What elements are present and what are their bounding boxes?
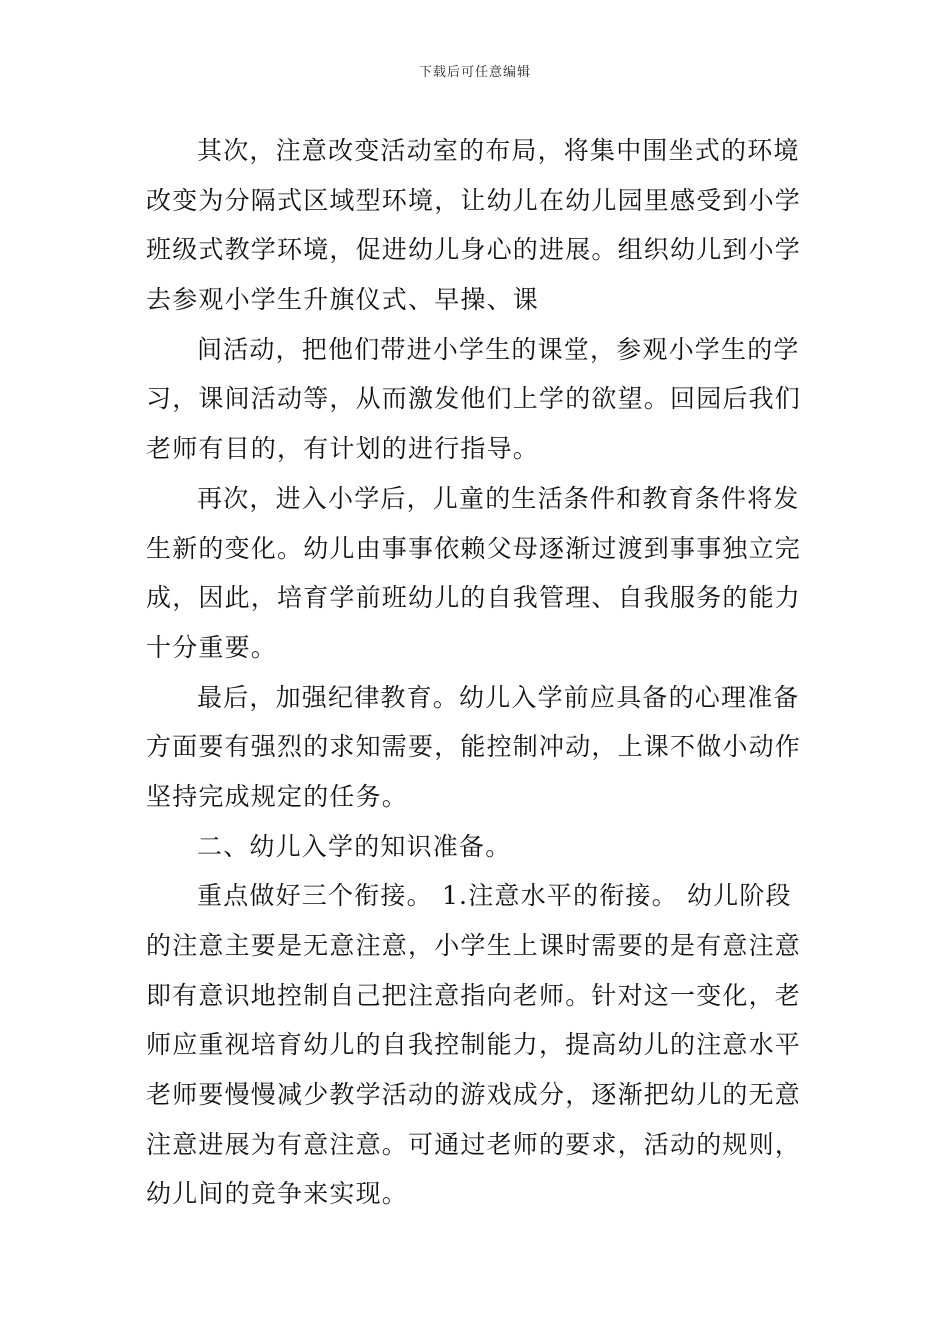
text-line: 老师要慢慢减少教学活动的游戏成分，逐渐把幼儿的无意 [146, 1080, 802, 1110]
page-header: 下载后可任意编辑 [418, 65, 531, 80]
text-line: 改变为分隔式区域型环境，让幼儿在幼儿园里感受到小学 [146, 185, 802, 215]
text-line: 的注意主要是无意注意，小学生上课时需要的是有意注意 [146, 931, 802, 960]
text-line: 师应重视培育幼儿的自我控制能力，提高幼儿的注意水平 [146, 1030, 802, 1060]
text-line: 老师有目的，有计划的进行指导。 [146, 434, 540, 464]
document-body [146, 126, 814, 1219]
text-line: 其次，注意改变活动室的布局，将集中围坐式的环境 [197, 136, 800, 165]
text-line: 去参观小学生升旗仪式、早操、课 [146, 285, 540, 315]
paragraph-2 [146, 325, 814, 474]
text-line: 成，因此，培育学前班幼儿的自我管理、自我服务的能力 [146, 583, 802, 613]
text-line: 再次，进入小学后，儿童的生活条件和教育条件将发 [197, 483, 800, 513]
text-line: 重点做好三个衔接。 1.注意水平的衔接。 幼儿阶段 [197, 881, 792, 911]
section-heading [146, 822, 814, 872]
text-line: 十分重要。 [146, 632, 278, 662]
text-line: 最后，加强纪律教育。幼儿入学前应具备的心理准备 [197, 682, 800, 712]
paragraph-1 [146, 126, 814, 325]
paragraph-5 [146, 871, 814, 1219]
text-line: 生新的变化。幼儿由事事依赖父母逐渐过渡到事事独立完 [146, 533, 802, 563]
text-line: 二、幼儿入学的知识准备。 [197, 831, 512, 861]
text-line: 习，课间活动等，从而激发他们上学的欲望。回园后我们 [146, 384, 802, 414]
text-line: 方面要有强烈的求知需要，能控制冲动，上课不做小动作 [146, 732, 802, 762]
text-line: 班级式教学环境，促进幼儿身心的进展。组织幼儿到小学 [146, 235, 802, 265]
paragraph-4 [146, 673, 814, 822]
text-line: 幼儿间的竞争来实现。 [146, 1179, 409, 1209]
text-line: 坚持完成规定的任务。 [146, 781, 409, 811]
text-line: 间活动，把他们带进小学生的课堂，参观小学生的学 [197, 334, 800, 364]
text-line: 注意进展为有意注意。可通过老师的要求，活动的规则， [146, 1129, 802, 1159]
paragraph-3 [146, 474, 814, 673]
text-line: 即有意识地控制自己把注意指向老师。针对这一变化，老 [146, 980, 802, 1010]
